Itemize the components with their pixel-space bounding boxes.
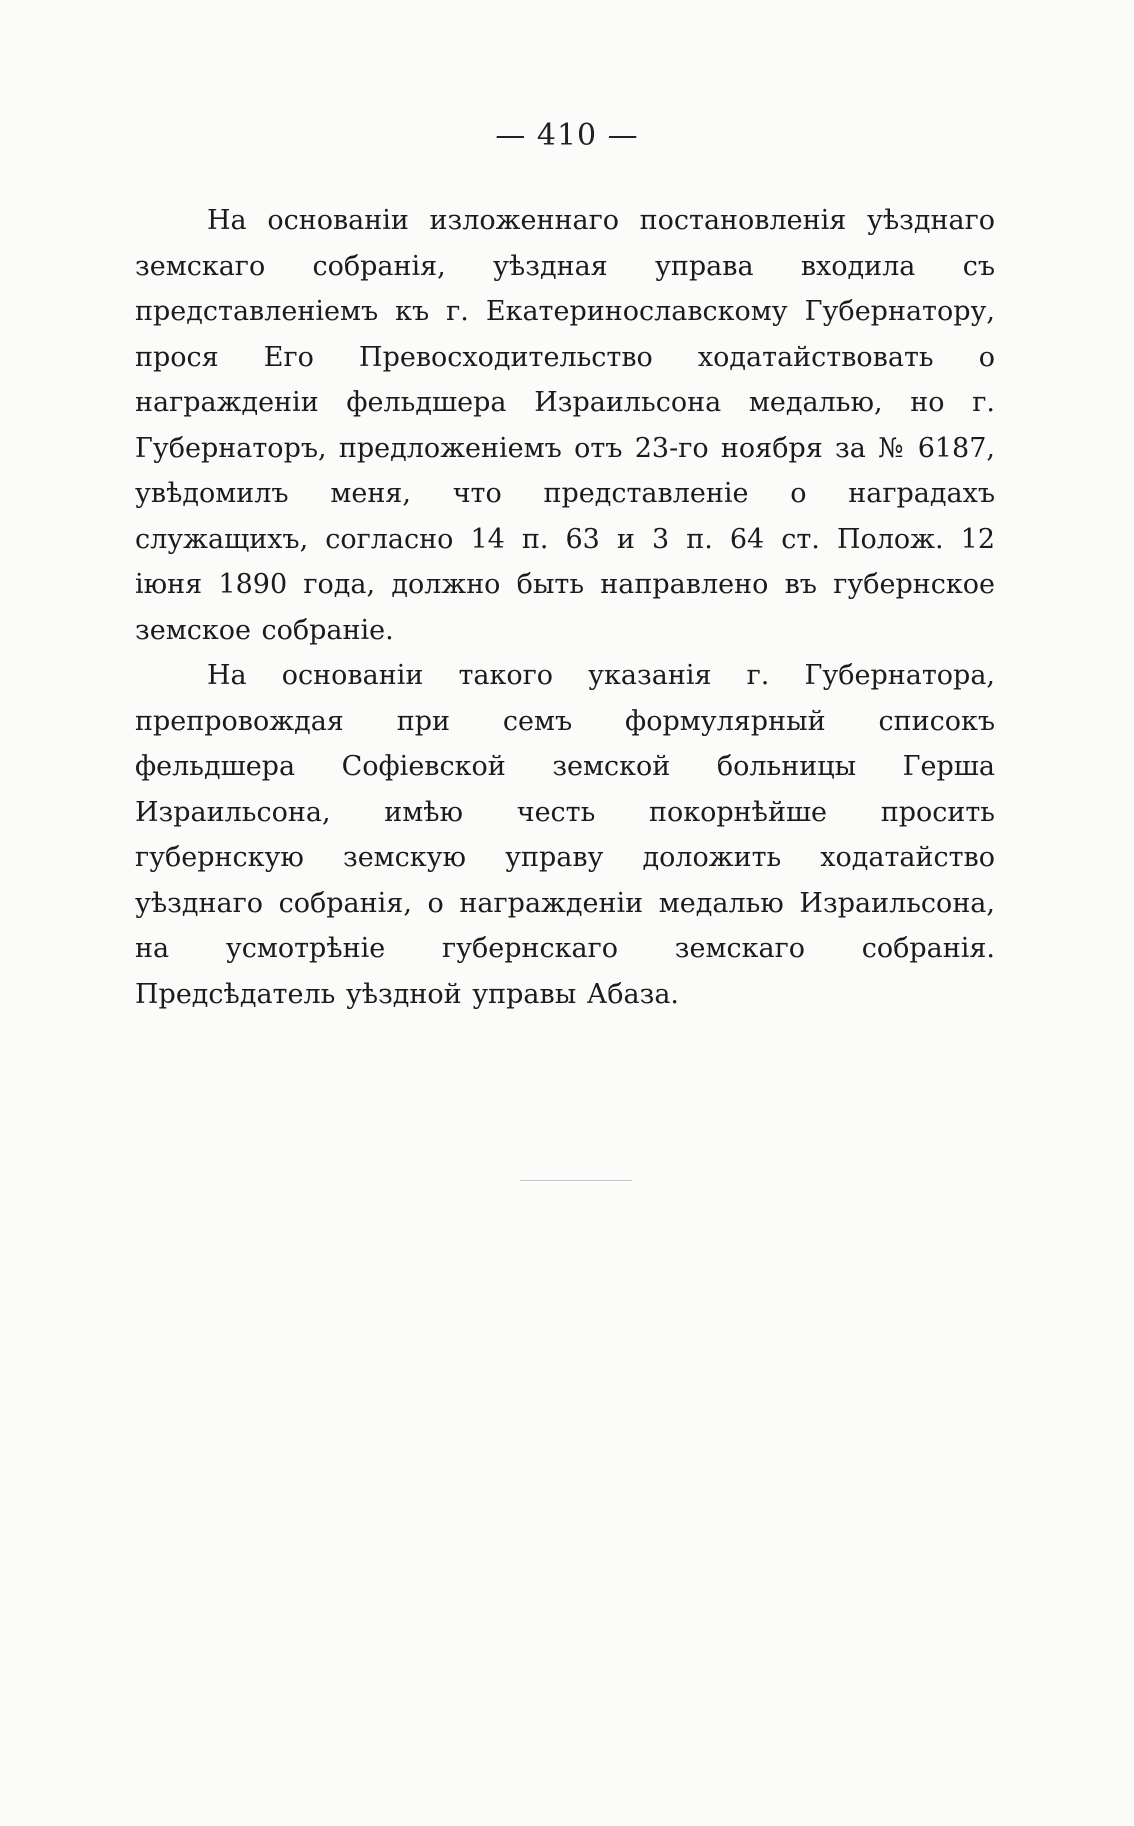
body-text xyxy=(135,198,995,1017)
paragraph-2: На основаніи такого указанія г. Губернатора, препровождая при семъ формулярный списокъ фельдшера Софіевской земской больницы Герша Израильсона, имѣю честь покорнѣйше просить губернскую земскую управу доложить ходатайство уѣзднаго собранія, о награжденіи медалью Израильсона, на усмотрѣніе губернскаго земскаго собранія. Предсѣдатель уѣздной управы Абаза. xyxy=(135,660,995,1010)
bleed-through-rule xyxy=(520,1180,632,1181)
page-number: — 410 — xyxy=(495,118,639,153)
paragraph-1: На основаніи изложеннаго постановленія уѣзднаго земскаго собранія, уѣздная управа входила съ представленіемъ къ г. Екатеринославскому Губернатору, прося Его Превосходительство ходатайствовать о награжденіи фельдшера Израильсона медалью, но г. Губернаторъ, предложеніемъ отъ 23-го ноября за № 6187, увѣдомилъ меня, что представленіе о наградахъ служащихъ, согласно 14 п. 63 и 3 п. 64 ст. Полож. 12 іюня 1890 года, должно быть направлено въ губернское земское собраніе. xyxy=(135,205,995,646)
